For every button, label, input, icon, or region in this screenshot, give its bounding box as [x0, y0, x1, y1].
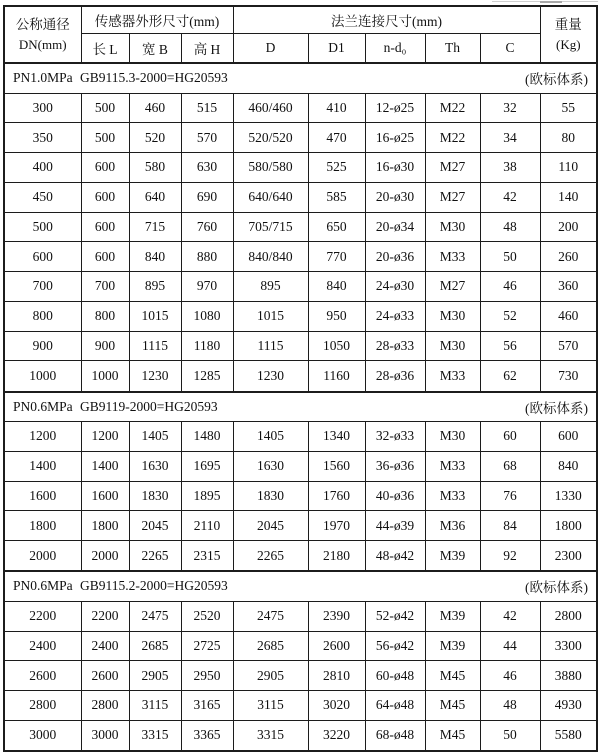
table-cell: 200: [540, 212, 597, 242]
table-cell: 360: [540, 272, 597, 302]
table-cell: 2265: [129, 541, 181, 572]
section-header-cell: [4, 63, 597, 93]
table-cell: M36: [425, 511, 480, 541]
table-cell: 2475: [129, 601, 181, 631]
table-row: [4, 212, 597, 242]
table-cell: 3300: [540, 631, 597, 661]
table-cell: 50: [480, 720, 540, 751]
table-cell: M33: [425, 361, 480, 392]
section-standard: GB9115.2-2000=HG20593: [80, 578, 228, 594]
table-cell: 2520: [181, 601, 233, 631]
dimension-spec-table: [3, 5, 598, 752]
table-cell: 2685: [129, 631, 181, 661]
table-cell: 1760: [308, 481, 365, 511]
table-cell: 46: [480, 661, 540, 691]
section-header-row: [4, 571, 597, 601]
table-cell: 1830: [129, 481, 181, 511]
section-header-row: [4, 392, 597, 422]
section-pressure: PN0.6MPa: [13, 578, 73, 594]
table-row: [4, 272, 597, 302]
header-row-columns: [4, 33, 597, 63]
table-cell: M45: [425, 720, 480, 751]
table-cell: 2600: [4, 661, 81, 691]
table-cell: 2810: [308, 661, 365, 691]
table-cell: M39: [425, 631, 480, 661]
table-row: [4, 422, 597, 452]
table-cell: 36-ø36: [365, 451, 425, 481]
table-cell: 2800: [4, 691, 81, 721]
section-standard: GB9115.3-2000=HG20593: [80, 70, 228, 86]
table-cell: 44-ø39: [365, 511, 425, 541]
table-cell: 50: [480, 242, 540, 272]
header-weight-line2: (Kg): [556, 36, 581, 52]
table-cell: 42: [480, 601, 540, 631]
table-cell: 1630: [129, 451, 181, 481]
table-cell: 800: [4, 301, 81, 331]
table-cell: 28-ø33: [365, 331, 425, 361]
table-cell: 1285: [181, 361, 233, 392]
header-col-height: 高 H: [181, 33, 233, 63]
table-cell: 2000: [4, 541, 81, 572]
table-cell: 600: [81, 153, 129, 183]
table-row: [4, 153, 597, 183]
table-cell: M27: [425, 182, 480, 212]
table-cell: 1230: [129, 361, 181, 392]
table-cell: 56: [480, 331, 540, 361]
table-cell: 525: [308, 153, 365, 183]
table-cell: 1015: [129, 301, 181, 331]
table-cell: 2685: [233, 631, 308, 661]
table-cell: 12-ø25: [365, 93, 425, 123]
table-cell: 2265: [233, 541, 308, 572]
table-cell: 1400: [4, 451, 81, 481]
table-cell: 2045: [233, 511, 308, 541]
table-cell: 3315: [233, 720, 308, 751]
table-cell: 32: [480, 93, 540, 123]
table-cell: 650: [308, 212, 365, 242]
table-cell: 1230: [233, 361, 308, 392]
table-cell: 2110: [181, 511, 233, 541]
table-cell: 32-ø33: [365, 422, 425, 452]
table-cell: 110: [540, 153, 597, 183]
table-cell: 600: [81, 242, 129, 272]
table-cell: 1015: [233, 301, 308, 331]
table-cell: 640/640: [233, 182, 308, 212]
header-col-d1: D1: [308, 33, 365, 63]
table-cell: M33: [425, 481, 480, 511]
table-cell: 3165: [181, 691, 233, 721]
table-cell: 640: [129, 182, 181, 212]
table-cell: 1340: [308, 422, 365, 452]
table-cell: 1630: [233, 451, 308, 481]
table-cell: 84: [480, 511, 540, 541]
table-header: [4, 6, 597, 63]
table-cell: 16-ø30: [365, 153, 425, 183]
header-col-d: D: [233, 33, 308, 63]
table-cell: 3880: [540, 661, 597, 691]
table-cell: 1830: [233, 481, 308, 511]
table-cell: 410: [308, 93, 365, 123]
table-cell: 570: [540, 331, 597, 361]
scan-artifact-mark: [540, 1, 562, 3]
table-cell: 44: [480, 631, 540, 661]
table-cell: 1000: [4, 361, 81, 392]
table-cell: 1000: [81, 361, 129, 392]
table-cell: 1405: [129, 422, 181, 452]
table-row: [4, 511, 597, 541]
table-cell: 24-ø33: [365, 301, 425, 331]
table-cell: 500: [81, 93, 129, 123]
table-cell: 1200: [81, 422, 129, 452]
table-cell: 520/520: [233, 123, 308, 153]
section-standard: GB9119-2000=HG20593: [80, 398, 218, 414]
table-cell: 840: [540, 451, 597, 481]
table-cell: M27: [425, 153, 480, 183]
table-cell: 1115: [129, 331, 181, 361]
table-body: [4, 63, 597, 751]
table-cell: 1405: [233, 422, 308, 452]
table-row: [4, 301, 597, 331]
table-cell: 3315: [129, 720, 181, 751]
header-row-groups: [4, 6, 597, 33]
table-cell: 2905: [129, 661, 181, 691]
table-cell: 2180: [308, 541, 365, 572]
table-cell: 2800: [81, 691, 129, 721]
table-cell: 600: [81, 182, 129, 212]
table-cell: 60-ø48: [365, 661, 425, 691]
table-cell: M30: [425, 422, 480, 452]
table-cell: 450: [4, 182, 81, 212]
table-cell: M22: [425, 123, 480, 153]
table-cell: 64-ø48: [365, 691, 425, 721]
section-header-cell: [4, 392, 597, 422]
section-header-row: [4, 63, 597, 93]
table-cell: 28-ø36: [365, 361, 425, 392]
table-cell: 76: [480, 481, 540, 511]
table-cell: 2600: [308, 631, 365, 661]
table-cell: 520: [129, 123, 181, 153]
table-cell: 42: [480, 182, 540, 212]
table-cell: 2905: [233, 661, 308, 691]
table-cell: 92: [480, 541, 540, 572]
table-cell: 3000: [81, 720, 129, 751]
table-cell: 730: [540, 361, 597, 392]
header-col-c: C: [480, 33, 540, 63]
table-cell: 2300: [540, 541, 597, 572]
table-cell: 48: [480, 212, 540, 242]
table-cell: 5580: [540, 720, 597, 751]
header-col-width: 宽 B: [129, 33, 181, 63]
table-cell: 900: [4, 331, 81, 361]
table-cell: 1800: [81, 511, 129, 541]
header-sensor-group: 传感器外形尺寸(mm): [81, 6, 233, 33]
table-cell: 690: [181, 182, 233, 212]
table-cell: 52: [480, 301, 540, 331]
table-cell: 2200: [4, 601, 81, 631]
table-cell: 460/460: [233, 93, 308, 123]
table-row: [4, 720, 597, 751]
table-cell: 500: [4, 212, 81, 242]
table-cell: 570: [181, 123, 233, 153]
table-cell: 40-ø36: [365, 481, 425, 511]
table-cell: 55: [540, 93, 597, 123]
table-cell: 705/715: [233, 212, 308, 242]
table-cell: 2950: [181, 661, 233, 691]
table-cell: 1200: [4, 422, 81, 452]
table-cell: 895: [233, 272, 308, 302]
table-cell: 460: [540, 301, 597, 331]
table-cell: 48: [480, 691, 540, 721]
table-row: [4, 691, 597, 721]
table-row: [4, 361, 597, 392]
table-cell: 700: [81, 272, 129, 302]
table-cell: 515: [181, 93, 233, 123]
table-cell: 470: [308, 123, 365, 153]
table-cell: 760: [181, 212, 233, 242]
table-cell: 3365: [181, 720, 233, 751]
table-row: [4, 123, 597, 153]
table-row: [4, 451, 597, 481]
header-col-length: 长 L: [81, 33, 129, 63]
table-cell: 68-ø48: [365, 720, 425, 751]
table-cell: M45: [425, 691, 480, 721]
table-cell: 630: [181, 153, 233, 183]
section-pressure: PN1.0MPa: [13, 70, 73, 86]
table-cell: 600: [4, 242, 81, 272]
header-col-nd0: n-d₀: [365, 33, 425, 63]
table-cell: M45: [425, 661, 480, 691]
table-cell: 840: [308, 272, 365, 302]
table-cell: 840: [129, 242, 181, 272]
table-row: [4, 631, 597, 661]
table-cell: 1050: [308, 331, 365, 361]
section-note: (欧标体系): [525, 400, 588, 416]
table-cell: 3020: [308, 691, 365, 721]
table-cell: 600: [81, 212, 129, 242]
table-cell: 715: [129, 212, 181, 242]
table-cell: 1800: [4, 511, 81, 541]
table-cell: 800: [81, 301, 129, 331]
table-row: [4, 331, 597, 361]
table-cell: 950: [308, 301, 365, 331]
table-cell: 2400: [81, 631, 129, 661]
table-row: [4, 242, 597, 272]
table-cell: 48-ø42: [365, 541, 425, 572]
table-cell: M30: [425, 331, 480, 361]
table-cell: 2200: [81, 601, 129, 631]
table-cell: M39: [425, 541, 480, 572]
table-cell: 140: [540, 182, 597, 212]
table-cell: 1080: [181, 301, 233, 331]
table-cell: M22: [425, 93, 480, 123]
section-pressure: PN0.6MPa: [13, 398, 73, 414]
table-cell: 585: [308, 182, 365, 212]
table-cell: M30: [425, 301, 480, 331]
table-cell: 1160: [308, 361, 365, 392]
table-cell: 2475: [233, 601, 308, 631]
table-cell: 3115: [233, 691, 308, 721]
table-cell: 900: [81, 331, 129, 361]
header-col-th: Th: [425, 33, 480, 63]
table-cell: 460: [129, 93, 181, 123]
table-cell: 1800: [540, 511, 597, 541]
table-cell: 62: [480, 361, 540, 392]
section-note: (欧标体系): [525, 580, 588, 596]
table-cell: 1695: [181, 451, 233, 481]
table-row: [4, 661, 597, 691]
table-cell: M39: [425, 601, 480, 631]
section-note: (欧标体系): [525, 72, 588, 88]
header-dn-line2: DN(mm): [18, 36, 67, 52]
table-cell: M33: [425, 242, 480, 272]
table-cell: M33: [425, 451, 480, 481]
table-cell: 3115: [129, 691, 181, 721]
table-cell: 2725: [181, 631, 233, 661]
table-cell: 1560: [308, 451, 365, 481]
table-cell: 2315: [181, 541, 233, 572]
table-cell: 2045: [129, 511, 181, 541]
table-cell: 2600: [81, 661, 129, 691]
table-cell: M30: [425, 212, 480, 242]
table-cell: 970: [181, 272, 233, 302]
table-cell: 350: [4, 123, 81, 153]
table-cell: 2000: [81, 541, 129, 572]
table-cell: 68: [480, 451, 540, 481]
table-cell: 3000: [4, 720, 81, 751]
header-weight-line1: 重量: [554, 16, 582, 32]
table-cell: 20-ø34: [365, 212, 425, 242]
table-cell: 1895: [181, 481, 233, 511]
table-cell: 38: [480, 153, 540, 183]
section-header-cell: [4, 571, 597, 601]
table-row: [4, 182, 597, 212]
table-cell: 260: [540, 242, 597, 272]
table-cell: 46: [480, 272, 540, 302]
table-cell: 1970: [308, 511, 365, 541]
table-cell: 1400: [81, 451, 129, 481]
table-row: [4, 93, 597, 123]
table-cell: 34: [480, 123, 540, 153]
table-cell: 24-ø30: [365, 272, 425, 302]
table-cell: 770: [308, 242, 365, 272]
table-cell: 56-ø42: [365, 631, 425, 661]
table-cell: 16-ø25: [365, 123, 425, 153]
table-cell: 1600: [4, 481, 81, 511]
table-cell: 840/840: [233, 242, 308, 272]
table-cell: 1330: [540, 481, 597, 511]
table-cell: 2800: [540, 601, 597, 631]
table-cell: 880: [181, 242, 233, 272]
table-cell: 300: [4, 93, 81, 123]
table-cell: 895: [129, 272, 181, 302]
table-cell: 60: [480, 422, 540, 452]
table-row: [4, 541, 597, 572]
table-cell: 1115: [233, 331, 308, 361]
table-cell: 20-ø30: [365, 182, 425, 212]
table-cell: 700: [4, 272, 81, 302]
table-cell: 52-ø42: [365, 601, 425, 631]
table-cell: 1600: [81, 481, 129, 511]
header-weight: [540, 6, 597, 63]
table-cell: 1180: [181, 331, 233, 361]
table-cell: 600: [540, 422, 597, 452]
table-cell: 4930: [540, 691, 597, 721]
header-dn-line1: 公称通径: [15, 16, 70, 32]
table-cell: 2390: [308, 601, 365, 631]
header-dn: [4, 6, 81, 63]
table-cell: 80: [540, 123, 597, 153]
table-cell: 580/580: [233, 153, 308, 183]
table-cell: 1480: [181, 422, 233, 452]
table-cell: 500: [81, 123, 129, 153]
table-cell: 2400: [4, 631, 81, 661]
table-cell: 20-ø36: [365, 242, 425, 272]
table-cell: 400: [4, 153, 81, 183]
header-flange-group: 法兰连接尺寸(mm): [233, 6, 540, 33]
table-cell: M27: [425, 272, 480, 302]
table-row: [4, 481, 597, 511]
table-row: [4, 601, 597, 631]
table-cell: 580: [129, 153, 181, 183]
table-cell: 3220: [308, 720, 365, 751]
